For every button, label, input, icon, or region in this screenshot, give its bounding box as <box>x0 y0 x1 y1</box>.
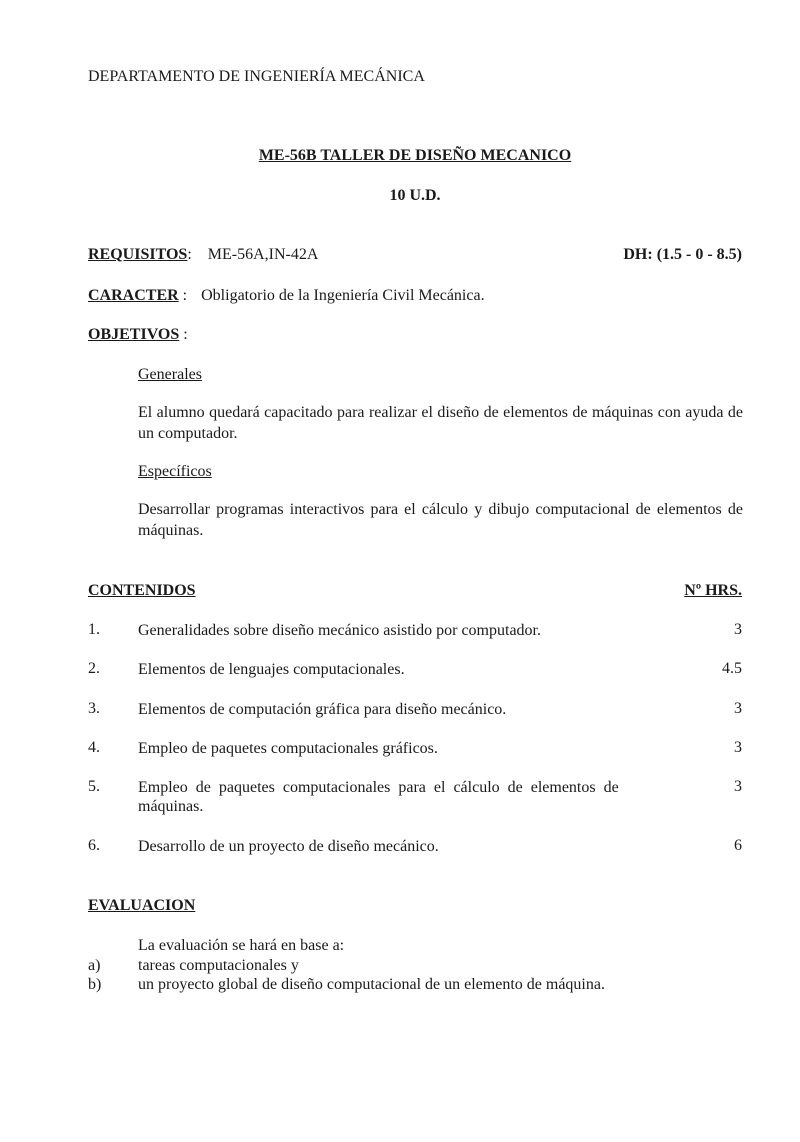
caracter-sep: : <box>178 287 188 304</box>
evaluacion-intro: La evaluación se hará en base a: <box>138 937 345 954</box>
item-number: 4. <box>88 739 100 756</box>
item-number: 2. <box>88 660 100 677</box>
caracter-line <box>88 287 485 305</box>
evaluacion-letter: a) <box>88 957 101 974</box>
item-text: Generalidades sobre diseño mecánico asistido por computador. <box>138 622 541 639</box>
item-text: Elementos de computación gráfica para diseño mecánico. <box>138 701 507 718</box>
generales-text: El alumno quedará capacitado para realizar el diseño de elementos de máquinas con ayuda de un computador. <box>138 404 743 442</box>
item-number: 1. <box>88 621 100 638</box>
item-text: Empleo de paquetes computacionales para el cálculo de elementos de máquinas. <box>138 779 619 815</box>
evaluacion-label: EVALUACION <box>88 897 196 914</box>
course-title: ME-56B TALLER DE DISEÑO MECANICO <box>258 147 572 164</box>
dh-value: DH: (1.5 - 0 - 8.5) <box>623 246 742 263</box>
item-hours: 3 <box>734 621 742 638</box>
requisitos-value: ME-56A,IN-42A <box>207 246 319 263</box>
item-text: Elementos de lenguajes computacionales. <box>138 661 405 678</box>
requisitos-sep: : <box>187 246 192 263</box>
especificos-text: Desarrollar programas interactivos para el cálculo y dibujo computacional de elementos de máquinas. <box>138 501 743 539</box>
generales-label: Generales <box>138 366 202 383</box>
evaluacion-item: un proyecto global de diseño computacional de un elemento de máquina. <box>138 976 605 993</box>
caracter-label: CARACTER <box>88 287 179 304</box>
department-header: DEPARTAMENTO DE INGENIERÍA MECÁNICA <box>88 68 425 85</box>
objetivos-line <box>88 326 188 344</box>
contenidos-label: CONTENIDOS <box>88 582 196 599</box>
item-number: 3. <box>88 700 100 717</box>
item-number: 5. <box>88 778 100 795</box>
requisitos-label: REQUISITOS <box>88 246 188 263</box>
evaluacion-item: tareas computacionales y <box>138 957 299 974</box>
caracter-value: Obligatorio de la Ingeniería Civil Mecánica. <box>201 287 485 304</box>
item-hours: 4.5 <box>722 660 742 677</box>
item-hours: 3 <box>734 700 742 717</box>
course-units: 10 U.D. <box>389 187 441 204</box>
especificos-label: Específicos <box>138 463 212 480</box>
item-number: 6. <box>88 837 100 854</box>
objetivos-label: OBJETIVOS <box>88 326 180 343</box>
item-text: Desarrollo de un proyecto de diseño mecánico. <box>138 838 439 855</box>
objetivos-sep: : <box>179 326 188 343</box>
evaluacion-letter: b) <box>88 976 102 993</box>
hrs-label: Nº HRS. <box>684 582 742 599</box>
item-hours: 6 <box>734 837 742 854</box>
item-hours: 3 <box>734 778 742 795</box>
item-text: Empleo de paquetes computacionales gráficos. <box>138 740 438 757</box>
item-hours: 3 <box>734 739 742 756</box>
requisitos-line <box>88 246 318 264</box>
